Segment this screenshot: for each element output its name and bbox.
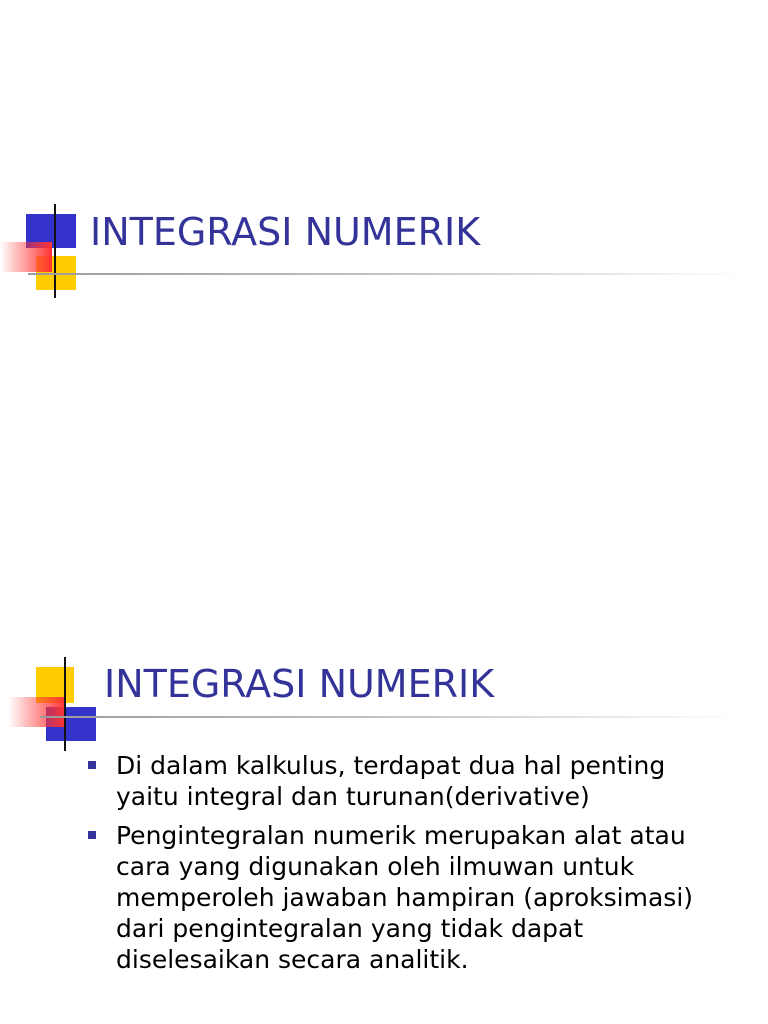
square-bullet-icon bbox=[88, 761, 96, 769]
slide-title: INTEGRASI NUMERIK bbox=[104, 662, 495, 706]
deco-red-square bbox=[8, 697, 66, 727]
bullet-text: Pengintegralan numerik merupakan alat atau cara yang digunakan oleh ilmuwan untuk memperoleh jawaban hampiran (aproksimasi) dari pengintegralan yang tidak dapat diselesaikan secara analitik. bbox=[116, 821, 694, 974]
deco-vertical-line bbox=[54, 204, 56, 298]
deco-red-square bbox=[0, 242, 52, 272]
bullet-item bbox=[88, 750, 728, 812]
bullet-list bbox=[88, 750, 728, 983]
slide-title: INTEGRASI NUMERIK bbox=[90, 210, 481, 254]
square-bullet-icon bbox=[88, 831, 96, 839]
deco-vertical-line bbox=[64, 657, 66, 751]
bullet-text: Di dalam kalkulus, terdapat dua hal penting yaitu integral dan turunan(derivative) bbox=[116, 751, 666, 811]
bullet-item bbox=[88, 820, 728, 975]
slide-2 bbox=[0, 512, 768, 1024]
title-underline bbox=[40, 716, 740, 718]
title-underline bbox=[28, 273, 748, 275]
